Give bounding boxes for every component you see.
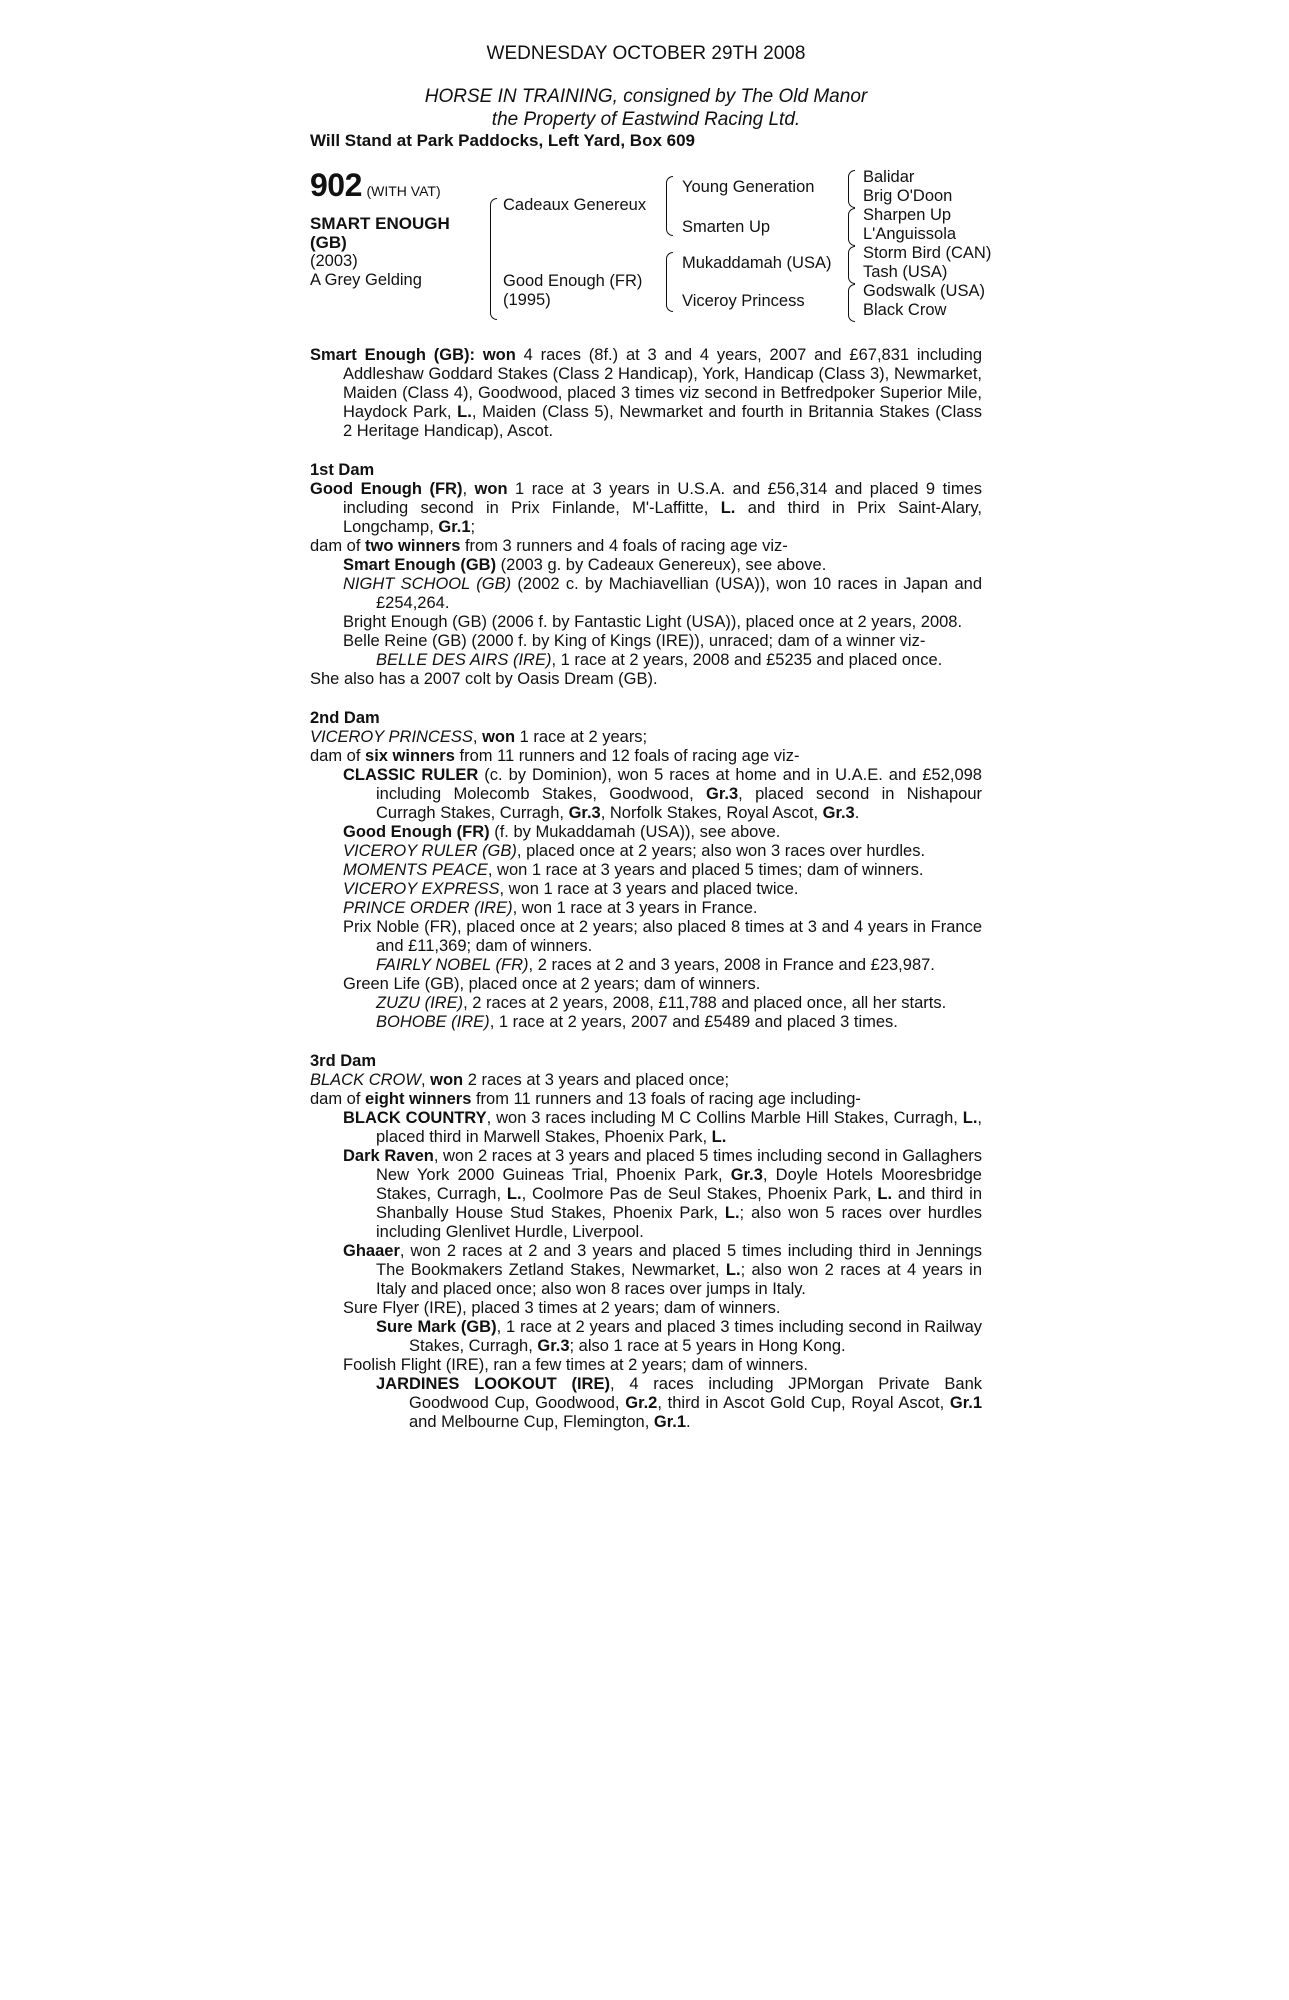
dam-record: VICEROY PRINCESS, won 1 race at 2 years; — [310, 728, 648, 746]
dam-sire: Mukaddamah (USA) — [682, 254, 832, 272]
produce-entry: Ghaaer, won 2 races at 2 and 3 years and placed 5 times including third in Jennings The Bookmakers Zetland Stakes, Newmarket, L.; also won 2 races at 4 years in Italy and placed once; also won 8 races over jumps in Italy. — [343, 1242, 982, 1298]
horse-origin: (GB) — [310, 233, 347, 252]
section-heading: 3rd Dam — [310, 1052, 377, 1070]
third-dam-section — [310, 1052, 982, 1432]
sale-date: WEDNESDAY OCTOBER 29TH 2008 — [486, 43, 806, 64]
produce-summary: dam of eight winners from 11 runners and 13 foals of racing age including- — [310, 1090, 861, 1108]
section-heading: 1st Dam — [310, 461, 375, 479]
dam: Good Enough (FR) — [503, 272, 643, 290]
produce-entry: VICEROY RULER (GB), placed once at 2 years; also won 3 races over hurdles. — [343, 842, 926, 860]
produce-entry: Good Enough (FR) (f. by Mukaddamah (USA)), see above. — [343, 823, 781, 841]
produce-entry: PRINCE ORDER (IRE), won 1 race at 3 years in France. — [343, 899, 758, 917]
dam-record: Good Enough (FR), won 1 race at 3 years in U.S.A. and £56,314 and placed 9 times including second in Prix Finlande, M'-Laffitte, L. and third in Prix Saint-Alary, Longchamp, Gr.1; — [310, 480, 983, 536]
produce-entry: Bright Enough (GB) (2006 f. by Fantastic Light (USA)), placed once at 2 years, 2008. — [343, 613, 963, 631]
produce-entry: JARDINES LOOKOUT (IRE), 4 races including JPMorgan Private Bank Goodwood Cup, Goodwood, Gr.2, third in Ascot Gold Cup, Royal Ascot, Gr.1 and Melbourne Cup, Flemington, Gr.1. — [376, 1375, 983, 1431]
lot-number: 902 — [310, 167, 362, 203]
pedigree-table — [310, 167, 992, 326]
produce-entry: BLACK COUNTRY, won 3 races including M C Collins Marble Hill Stakes, Curragh, L., placed third in Marwell Stakes, Phoenix Park, L. — [343, 1109, 983, 1146]
sire-sire-dam: Brig O'Doon — [863, 187, 953, 205]
pedigree-brace — [848, 284, 855, 322]
produce-entry: MOMENTS PEACE, won 1 race at 3 years and placed 5 times; dam of winners. — [343, 861, 924, 879]
consignment-line-1: HORSE IN TRAINING, consigned by The Old Manor — [424, 86, 868, 107]
sire-dam-sire: Sharpen Up — [863, 206, 952, 224]
dam-dam-sire: Godswalk (USA) — [863, 282, 985, 300]
produce-summary: dam of two winners from 3 runners and 4 foals of racing age viz- — [310, 537, 788, 555]
lot-header — [310, 167, 441, 203]
dam-sire-sire: Storm Bird (CAN) — [863, 244, 992, 262]
consignment-line-2: the Property of Eastwind Racing Ltd. — [491, 109, 801, 130]
horse-name: SMART ENOUGH — [310, 214, 450, 233]
section-heading: 2nd Dam — [310, 709, 380, 727]
stabling-location: Will Stand at Park Paddocks, Left Yard, Box 609 — [310, 131, 695, 150]
race-record-summary: Smart Enough (GB): won 4 races (8f.) at 3 and 4 years, 2007 and £67,831 including Addleshaw Goddard Stakes (Class 2 Handicap), York, Handicap (Class 3), Newmarket, Maiden (Class 4), Goodwood, placed 3 times viz second in Betfredpoker Superior Mile, Haydock Park, L., Maiden (Class 5), Newmarket and fourth in Britannia Stakes (Class 2 Heritage Handicap), Ascot. — [310, 346, 982, 440]
second-dam-section — [310, 709, 982, 1032]
produce-summary: dam of six winners from 11 runners and 12 foals of racing age viz- — [310, 747, 800, 765]
sire-dam-dam: L'Anguissola — [863, 225, 957, 243]
pedigree-brace — [848, 208, 855, 246]
produce-entry: Sure Mark (GB), 1 race at 2 years and placed 3 times including second in Railway Stakes, Curragh, Gr.3; also 1 race at 5 years in Hong Kong. — [376, 1318, 983, 1355]
horse-year: (2003) — [310, 252, 358, 270]
produce-entry: ZUZU (IRE), 2 races at 2 years, 2008, £11,788 and placed once, all her starts. — [376, 994, 947, 1012]
produce-entry: BOHOBE (IRE), 1 race at 2 years, 2007 and £5489 and placed 3 times. — [376, 1013, 898, 1031]
pedigree-brace — [666, 176, 673, 236]
produce-entry: NIGHT SCHOOL (GB) (2002 c. by Machiavellian (USA)), won 10 races in Japan and £254,264. — [343, 575, 982, 612]
produce-entry: Dark Raven, won 2 races at 3 years and placed 5 times including second in Gallaghers New York 2000 Guineas Trial, Phoenix Park, Gr.3, Doyle Hotels Mooresbridge Stakes, Curragh, L., Coolmore Pas de Seul Stakes, Phoenix Park, L. and third in Shanbally House Stud Stakes, Phoenix Park, L.; also won 5 races over hurdles including Glenlivet Hurdle, Liverpool. — [343, 1147, 983, 1241]
produce-entry: Belle Reine (GB) (2000 f. by King of Kings (IRE)), unraced; dam of a winner viz- — [343, 632, 926, 650]
dam-record: BLACK CROW, won 2 races at 3 years and placed once; — [310, 1071, 730, 1089]
produce-entry: FAIRLY NOBEL (FR), 2 races at 2 and 3 years, 2008 in France and £23,987. — [376, 956, 935, 974]
pedigree-brace — [848, 170, 855, 208]
first-dam-section — [310, 461, 982, 689]
sire-sire-sire: Balidar — [863, 168, 915, 186]
horse-description: A Grey Gelding — [310, 271, 422, 289]
produce-entry: Green Life (GB), placed once at 2 years; dam of winners. — [343, 975, 761, 993]
sire-dam: Smarten Up — [682, 218, 771, 236]
produce-entry: CLASSIC RULER (c. by Dominion), won 5 races at home and in U.A.E. and £52,098 including Molecomb Stakes, Goodwood, Gr.3, placed second in Nishapour Curragh Stakes, Curragh, Gr.3, Norfolk Stakes, Royal Ascot, Gr.3. — [343, 766, 982, 822]
produce-entry: Foolish Flight (IRE), ran a few times at 2 years; dam of winners. — [343, 1356, 808, 1374]
produce-entry: Prix Noble (FR), placed once at 2 years; also placed 8 times at 3 and 4 years in France and £11,369; dam of winners. — [343, 918, 982, 955]
pedigree-brace — [666, 252, 673, 312]
produce-entry: Smart Enough (GB) (2003 g. by Cadeaux Genereux), see above. — [343, 556, 827, 574]
sire: Cadeaux Genereux — [503, 196, 647, 214]
dam-dam: Viceroy Princess — [682, 292, 805, 310]
produce-entry: BELLE DES AIRS (IRE), 1 race at 2 years, 2008 and £5235 and placed once. — [376, 651, 943, 669]
produce-entry: VICEROY EXPRESS, won 1 race at 3 years and placed twice. — [343, 880, 799, 898]
catalogue-page — [310, 43, 992, 1432]
pedigree-brace — [848, 246, 855, 284]
produce-entry: Sure Flyer (IRE), placed 3 times at 2 years; dam of winners. — [343, 1299, 781, 1317]
vat-label: (WITH VAT) — [366, 183, 441, 199]
sire-sire: Young Generation — [682, 178, 815, 196]
additional-produce: She also has a 2007 colt by Oasis Dream (GB). — [310, 670, 658, 688]
dam-dam-dam: Black Crow — [863, 301, 947, 319]
dam-sire-dam: Tash (USA) — [863, 263, 948, 281]
pedigree-brace — [490, 198, 497, 320]
dam-year: (1995) — [503, 291, 551, 309]
